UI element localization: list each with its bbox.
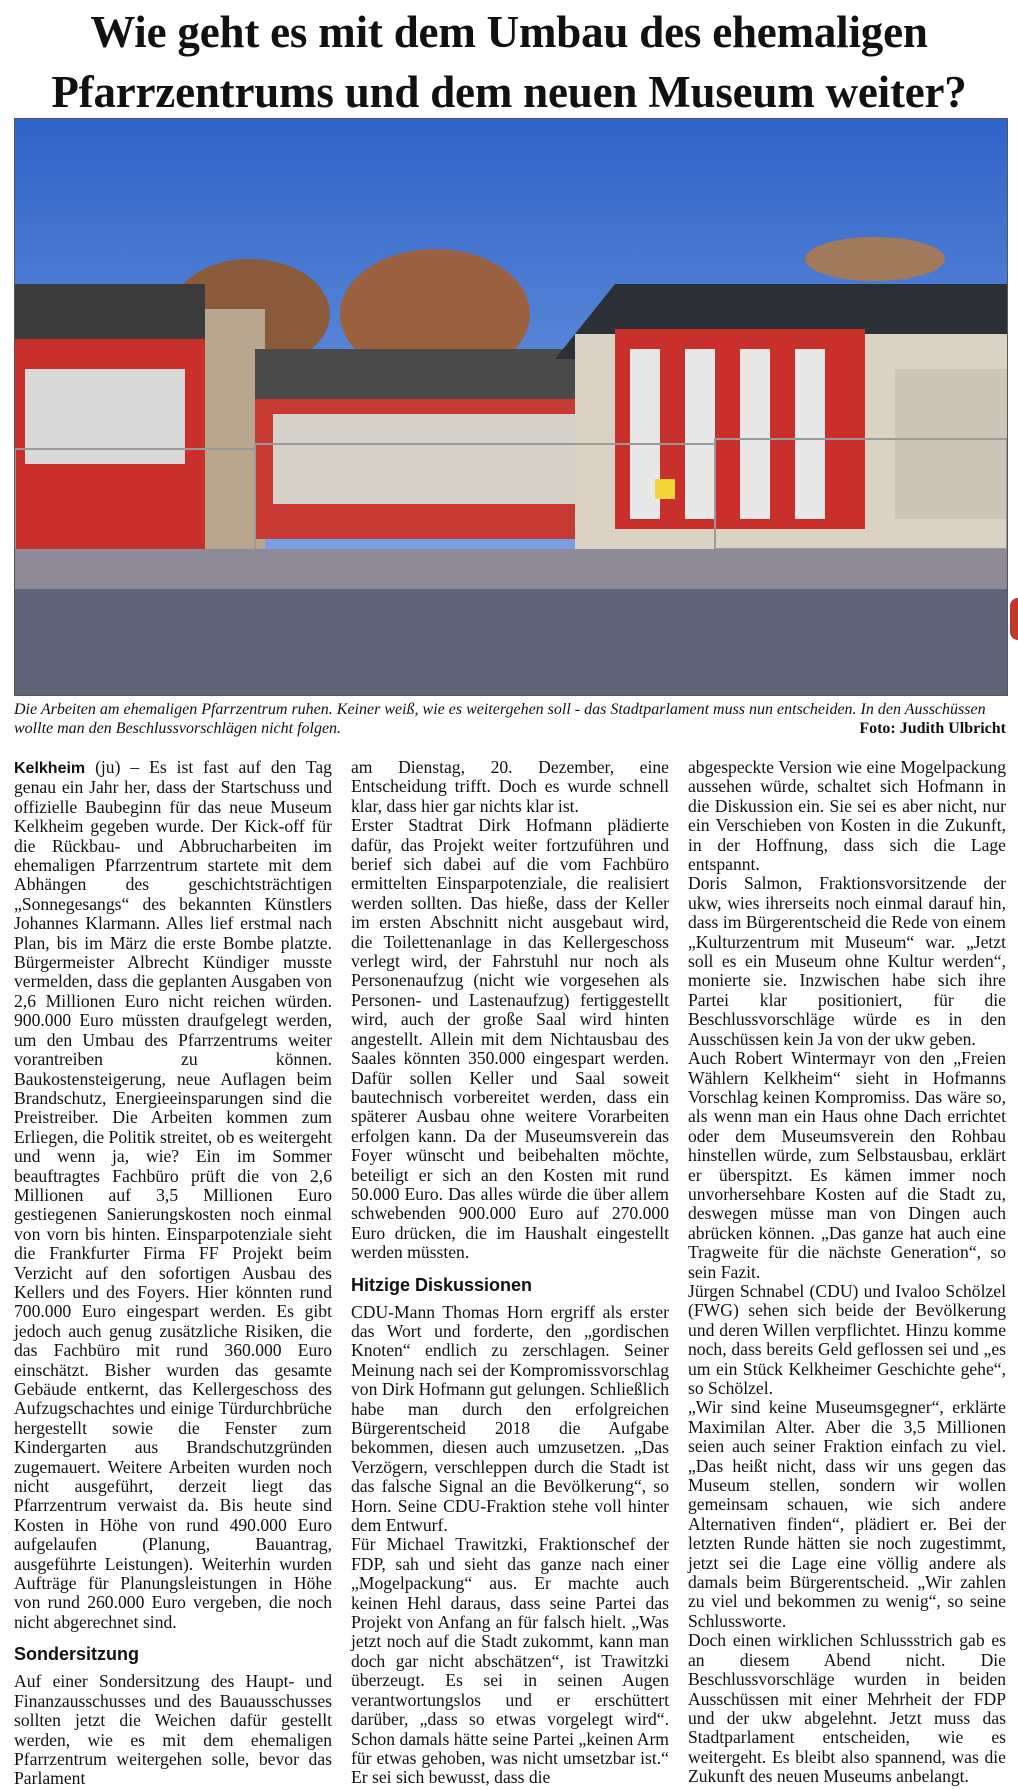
subheading: Sondersitzung: [14, 1644, 139, 1665]
subheading: Hitzige Diskussionen: [351, 1274, 533, 1295]
headline: Wie geht es mit dem Umbau des ehemaligen Pfarrzentrums und dem neuen Museum weiter?: [51, 7, 967, 117]
lead-location: Kelkheim: [14, 760, 86, 777]
paragraph: CDU-Mann Thomas Horn ergriff als erster das Wort und forderte, den „gordischen Knoten“ endlich zu zerschlagen. Seiner Meinung nach sei der Kompromissvorschlag von Dirk Hofmann gut gelungen. Schließlich habe man durch den erfolgreichen Bürgerentscheid 2018 die Aufgabe bekommen, diesen auch umzusetzen. „Das Verzögern, verschleppen durch die Stadt ist das falsche Signal an die Bevölkerung“, so Horn. Seine CDU-Fraktion stehe voll hinter dem Entwurf.: [351, 1301, 669, 1536]
paragraph: „Wir sind keine Museumsgegner“, erklärte Maximilan Alter. Aber die 3,5 Millionen seien auch seiner Fraktion einfach zu viel. „Das heißt nicht, dass wir uns gegen das Museum stellen, sondern wir wollen gemeinsam schauen, wie sich andere Alternativen finden“, plädiert er. Bei der letzten Runde hätten sie noch zugestimmt, jetzt sei die Lage eine völlig andere als damals beim Bürgerentscheid. „Wir zahlen zu viel und bekommen zu wenig“, so seine Schlussworte.: [688, 1397, 1006, 1631]
paragraph: Auf einer Sondersitzung des Haupt- und Finanzausschusses und des Bauausschusses sollten jetzt die Weichen dafür gestellt werden, wie es mit dem ehemaligen Pfarrzentrum weitergehen solle, bevor das Parlament: [14, 1671, 332, 1789]
paragraph: Für Michael Trawitzki, Fraktionschef der FDP, sah und sieht das ganze nach einer „Mogelpackung“ aus. Er machte auch keinen Hehl daraus, dass seine Partei das Projekt von Anfang an für falsch hielt. „Was jetzt noch auf die Stadt zukommt, kann man doch gar nicht abschätzen“, ist Trawitzki überzeugt. Es sei in seinen Augen verantwortungslos und er erschüttert darüber, „dass so etwas vorgelegt wird“. Schon damals hätte seine Partei „keinen Arm für etwas gehoben, was nicht umsetzbar ist.“ Er sei sich bewusst, dass die: [351, 1534, 669, 1788]
paragraph: Erster Stadtrat Dirk Hofmann plädierte dafür, das Projekt weiter fortzuführen und berief sich dabei auf die vom Fachbüro ermittelten Einsparpotenziale, die realisiert werden sollten. Das hieße, dass der Keller im ersten Abschnitt nicht ausgebaut wird, die Toilettenanlage in das Kellergeschoss verlegt wird, der Fahrstuhl nur noch als Personenaufzug (nicht wie vorgesehen als Personen- und Lastenaufzug) fertiggestellt wird, auch der große Saal wird hinten angestellt. Allein mit dem Nichtausbau des Saales könnten 350.000 eingespart werden. Dafür sollen Keller und Saal soweit bautechnisch vorbereitet werden, dass ein späterer Ausbau ohne weitere Vorarbeiten erfolgen kann. Da der Museumsverein das Foyer wünscht und beibehalten möchte, beteiligt er sich an den Kosten mit rund 50.000 Euro. Das alles würde die über allem schwebenden 900.000 Euro auf 270.000 Euro drücken, die im Haushalt eingestellt werden müssten.: [351, 815, 669, 1263]
paragraph-text: (ju) – Es ist fast auf den Tag genau ein Jahr her, dass der Startschuss und offizielle Baubeginn für das neue Museum Kelkheim gegeben wurde. Der Kick-off für die Rückbau- und Abbrucharbeiten im ehemaligen Pfarrzentrum startete mit dem Abhängen des geschichtsträchtigen „Sonnegesangs“ des bekannten Künstlers Johannes Klarmann. Alles lief erstmal nach Plan, bis im März die erste Bombe platzte. Bürgermeister Albrecht Kündiger musste vermelden, dass die geplanten Ausgaben von 2,6 Millionen Euro nicht reichen würden. 900.000 Euro müssten draufgelegt werden, um den Umbau des Pfarrzentrums weiter vorantreiben zu können. Baukostensteigerung, neue Auflagen beim Brandschutz, Energieeinsparungen sind die Preistreiber. Die Arbeiten kommen zum Erliegen, die Politik streitet, ob es weitergeht und wenn ja, wie? Ein im Sommer beauftragtes Fachbüro prüft die von 2,6 Millionen auf 3,5 Millionen Euro gestiegenen Sanierungskosten noch einmal von vorn bis hinten. Einsparpotenziale sieht die Frankfurter Firma FF Projekt beim Verzicht auf den sofortigen Ausbau des Kellers und des Foyers. Hier könnten rund 700.000 Euro eingespart werden. Es gibt jedoch auch genug zusätzliche Risiken, die das Fachbüro mit rund 360.000 Euro einschätzt. Bisher wurden das gesamte Gebäude entkernt, das Kellergeschoss des Aufzugschachtes und einige Türdurchbrüche hergestellt sowie die Fenster zum Kindergarten aus Brandschutzgründen zugemauert. Weitere Arbeiten wurden noch nicht ausgeführt, derzeit liegt das Pfarrzentrum verwaist da. Bis heute sind Kosten in Höhe von rund 490.000 Euro aufgelaufen (Planung, Bauantrag, ausgeführte Leistungen). Weiterhin wurden Aufträge für Planungsleistungen in Höhe von rund 260.000 Euro vergeben, die noch nicht abgerechnet sind.: [14, 757, 332, 1632]
paragraph: Doch einen wirklichen Schlussstrich gab es an diesem Abend nicht. Die Beschlussvorschläge wurden in beiden Ausschüssen mit einer Mehrheit der FDP und der ukw abgelehnt. Jetzt muss das Stadtparlament entscheiden, wie es weitergeht. Es bleibt also spannend, was die Zukunft des neuen Museums anbelangt.: [688, 1630, 1006, 1787]
photo-caption: [14, 700, 1006, 738]
caption-text: Die Arbeiten am ehemaligen Pfarrzentrum ruhen. Keiner weiß, wie es weitergehen soll - das Stadtparlament muss nun entscheiden. In den Ausschüssen wollte man den Beschlussvorschlägen nicht folgen.: [14, 701, 986, 737]
column-2: [351, 758, 669, 1788]
paragraph: am Dienstag, 20. Dezember, eine Entscheidung trifft. Doch es wurde schnell klar, dass hier gar nichts klar ist.: [351, 757, 669, 816]
paragraph: [14, 758, 332, 1632]
column-1: [14, 758, 332, 1789]
column-3: [688, 758, 1006, 1787]
article-photo: [14, 118, 1008, 696]
paragraph: abgespeckte Version wie eine Mogelpackung aussehen würde, schaltet sich Hofmann in die Diskussion ein. Sie sei es aber nicht, nur ein Verschieben von Kosten in die Zukunft, in der Hoffnung, dass sich die Lage entspannt.: [688, 757, 1006, 875]
photo-credit: Foto: Judith Ulbricht: [859, 720, 1006, 737]
paragraph: Jürgen Schnabel (CDU) und Ivaloo Schölzel (FWG) sehen sich beide der Bevölkerung und deren Willen verpflichtet. Hinzu komme noch, dass bereits Geld geflossen sei und „es um ein Stück Kelkheimer Geschichte gehe“, so Schölzel.: [688, 1280, 1006, 1398]
page-edge-marker: [1010, 598, 1018, 640]
paragraph: Doris Salmon, Fraktionsvorsitzende der ukw, wies ihrerseits noch einmal darauf hin, dass im Bürgerentscheid die Rede von einem „Kulturzentrum mit Museum“ war. „Jetzt soll es ein Museum ohne Kultur werden“, monierte sie. Inzwischen habe sich ihre Partei klar positioniert, für die Beschlussvorschläge würde es in den Ausschüssen kein Ja von der ukw geben.: [688, 873, 1006, 1049]
paragraph: Auch Robert Wintermayr von den „Freien Wählern Kelkheim“ sieht in Hofmanns Vorschlag keinen Kompromiss. Das wäre so, als wenn man ein Haus ohne Dach errichtet oder dem Museumsverein den Rohbau hinstellen würde, zum Selbstausbau, erklärt er überspitzt. Es kämen immer noch unvorhersehbare Kosten auf die Stadt zu, deswegen müsse man von Dingen auch abrücken können. „Das ganze hat auch eine Tragweite für die nächste Generation“, so sein Fazit.: [688, 1048, 1006, 1282]
